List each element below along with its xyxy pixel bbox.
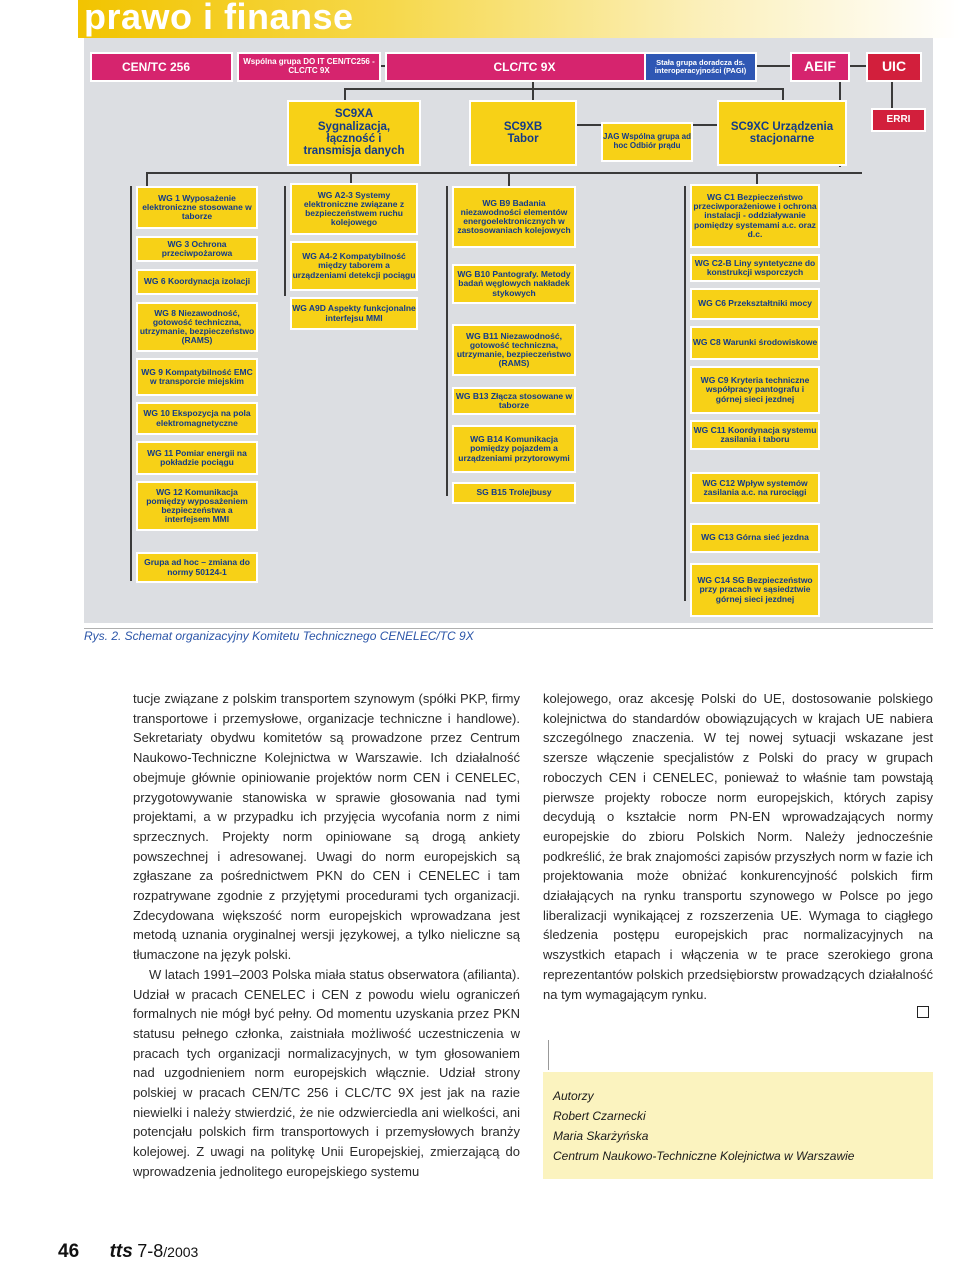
author-name: Maria Skarżyńska [553, 1129, 649, 1143]
wg-11-box: WG 11 Pomiar energii na pokładzie pociągu [136, 441, 258, 475]
uic-box: UIC [866, 52, 922, 82]
jag-box: JAG Wspólna grupa ad hoc Odbiór prądu [601, 122, 693, 162]
wg-12-box: WG 12 Komunikacja pomiędzy wyposażeniem bezpieczeństwa a interfejsem MMI [136, 481, 258, 531]
figure-caption: Rys. 2. Schemat organizacyjny Komitetu Technicznego CENELEC/TC 9X [84, 629, 474, 643]
wg-a4-2-box: WG A4-2 Kompatybilność między taborem a urządzeniami detekcji pociągu [290, 241, 418, 291]
wg-10-box: WG 10 Ekspozycja na pola elektromagnetyczne [136, 402, 258, 435]
wg-3-box: WG 3 Ochrona przeciwpożarowa [136, 236, 258, 262]
right-paragraph: kolejowego, oraz akcesję Polski do UE, dostosowanie polskiego kolejnictwa do standardów obowiązujących w krajach UE nabiera szczególnego znaczenia. W tej nowej sytuacji wskazane jest szersze włączenie specjalistów z Polski do pracy w grupach roboczych CEN i CENELEC, ponieważ to właśnie tam powstają pierwsze projekty robocze norm europejskich, których zapisy decydują o kształcie norm PN-EN wprowadzających normy europejskie do zbioru Polskich Norm. Należy jednocześnie podkreślić, że brak znajomości zapisów przyszłych norm w fazie ich projektowania może obniżać konkurencyjność polskich firm działających na rynku transportu szynowego w Polsce po jego liberalizacji wynikającej z rozszerzenia UE. Wymaga to ciągłego śledzenia postępu europejskich prac normalizacyjnych na wszystkich etapach i włączenia w te prace szerokiego grona reprezentantów polskich przedsiębiorstw prowadzących działalność na tym wymagającym rynku. [543, 691, 933, 1002]
wg-a9d-box: WG A9D Aspekty funkcjonalne interfejsu MMI [290, 297, 418, 330]
erri-box: ERRI [871, 108, 926, 132]
author-institution: Centrum Naukowo-Techniczne Kolejnictwa w Warszawie [553, 1149, 855, 1163]
cen-tc256-box: CEN/TC 256 [90, 52, 233, 82]
left-column [133, 689, 520, 1182]
wg-b11-box: WG B11 Niezawodność, gotowość techniczna, utrzymanie, bezpieczeństwo (RAMS) [452, 324, 576, 376]
org-chart [84, 38, 933, 623]
left-paragraph-1: tucje związane z polskim transportem szynowym (spółki PKP, firmy transportowe i przemysłowe, organizacje techniczne i handlowe). Sekretariaty obydwu komitetów są prowadzone przez Centrum Naukowo-Techniczne Kolejnictwa w Warszawie. Ich działalność obejmuje głównie opiniowanie projektów norm CEN i CENELEC, przygotowywanie stanowiska w sprawie głosowania nad tymi projektami, a w przypadku ich przyjęcia wycofania norm z nimi sprzecznych. Projekty norm opiniowane są drogą ankiety powszechnej i adresowanej. Uwagi do norm europejskich są zgłaszane za pośrednictwem PKN do CEN i CENELEC i tam rozpatrywane zgodnie z przyjętymi procedurami tych organizacji. Zdecydowana większość norm europejskich wprowadzana jest metodą uznania oryginalnej wersji językowej, a tylko nieliczne są tłumaczone na język polski. [133, 691, 520, 963]
section-title: prawo i finanse [84, 0, 354, 37]
pagi-box: Stała grupa doradcza ds. interoperacyjności (PAGI) [644, 52, 757, 82]
wg-c9-box: WG C9 Kryteria techniczne współpracy pantografu i górnej sieci jezdnej [690, 366, 820, 414]
wg-8-box: WG 8 Niezawodność, gotowość techniczna, utrzymanie, bezpieczeństwo (RAMS) [136, 302, 258, 352]
issue-year: /2003 [163, 1244, 199, 1260]
authors-label: Autorzy [553, 1089, 594, 1103]
sc9xc-box: SC9XC Urządzenia stacjonarne [717, 100, 847, 166]
magazine-logo: tts [109, 1241, 133, 1262]
right-column [543, 689, 933, 1004]
wg-1-box: WG 1 Wyposażenie elektroniczne stosowane w taborze [136, 186, 258, 229]
wg-c1-box: WG C1 Bezpieczeństwo przeciwporażeniowe i ochrona instalacji - oddziaływanie pomiędzy systemami a.c. oraz d.c. [690, 184, 820, 248]
page-footer [58, 1241, 198, 1263]
divider-line [548, 1040, 549, 1070]
wg-9-box: WG 9 Kompatybilność EMC w transporcie miejskim [136, 358, 258, 396]
sc9xb-box: SC9XB Tabor [469, 100, 577, 166]
wg-c14-box: WG C14 SG Bezpieczeństwo przy pracach w sąsiedztwie górnej sieci jezdnej [690, 563, 820, 617]
wg-c8-box: WG C8 Warunki środowiskowe [690, 326, 820, 360]
wg-b10-box: WG B10 Pantografy. Metody badań węglowych nakładek stykowych [452, 264, 576, 304]
wg-b14-box: WG B14 Komunikacja pomiędzy pojazdem a urządzeniami przytorowymi [452, 425, 576, 473]
grupa-ad-hoc-box: Grupa ad hoc – zmiana do normy 50124-1 [136, 552, 258, 583]
wg-b13-box: WG B13 Złącza stosowane w taborze [452, 387, 576, 415]
sc9xa-box: SC9XA Sygnalizacja, łączność i transmisja danych [287, 100, 421, 166]
wg-b9-box: WG B9 Badania niezawodności elementów energoelektronicznych w zastosowaniach kolejowych [452, 186, 576, 248]
issue-number: 7-8 [137, 1241, 164, 1261]
clc-tc9x-box: CLC/TC 9X [385, 52, 664, 82]
wg-c2-b-box: WG C2-B Liny syntetyczne do konstrukcji wsporczych [690, 254, 820, 282]
wg-c6-box: WG C6 Przekształtniki mocy [690, 288, 820, 320]
authors-block [553, 1086, 854, 1166]
author-name: Robert Czarnecki [553, 1109, 646, 1123]
end-of-article-icon [917, 1006, 929, 1018]
wspolna-grupa-box: Wspólna grupa DO IT CEN/TC256 - CLC/TC 9X [237, 52, 381, 82]
wg-c11-box: WG C11 Koordynacja systemu zasilania i taboru [690, 420, 820, 450]
aeif-box: AEIF [790, 52, 850, 82]
wg-c13-box: WG C13 Górna sieć jezdna [690, 523, 820, 553]
page-number: 46 [58, 1241, 80, 1262]
wg-6-box: WG 6 Koordynacja izolacji [136, 269, 258, 295]
wg-c12-box: WG C12 Wpływ systemów zasilania a.c. na rurociągi [690, 472, 820, 504]
left-paragraph-2: W latach 1991–2003 Polska miała status obserwatora (afilianta). Udział w pracach CENELEC i CEN z powodu wielu ograniczeń formalnych nie mógł być pełny. Od momentu uzyskania przez PKN statusu pełnego członka, zaistniała możliwość uczestniczenia w pracach tych organizacji normalizacyjnych, w tym głosowaniem nad uzgodnieniem norm europejskich włącznie. Udział strony polskiej w pracach CEN/TC 256 i CLC/TC 9X jest jak na razie niewielki i należy stwierdzić, że nie odzwierciedla ani wielkości, ani potencjału polskich firm transportowych i przemysłowych branży kolejowej. Z uwagi na politykę Unii Europejskiej, zmierzającą do wprowadzenia jednolitego europejskiego systemu [133, 966, 520, 1179]
wg-a2-3-box: WG A2-3 Systemy elektroniczne związane z bezpieczeństwem ruchu kolejowego [290, 183, 418, 235]
sg-b15-box: SG B15 Trolejbusy [452, 482, 576, 504]
